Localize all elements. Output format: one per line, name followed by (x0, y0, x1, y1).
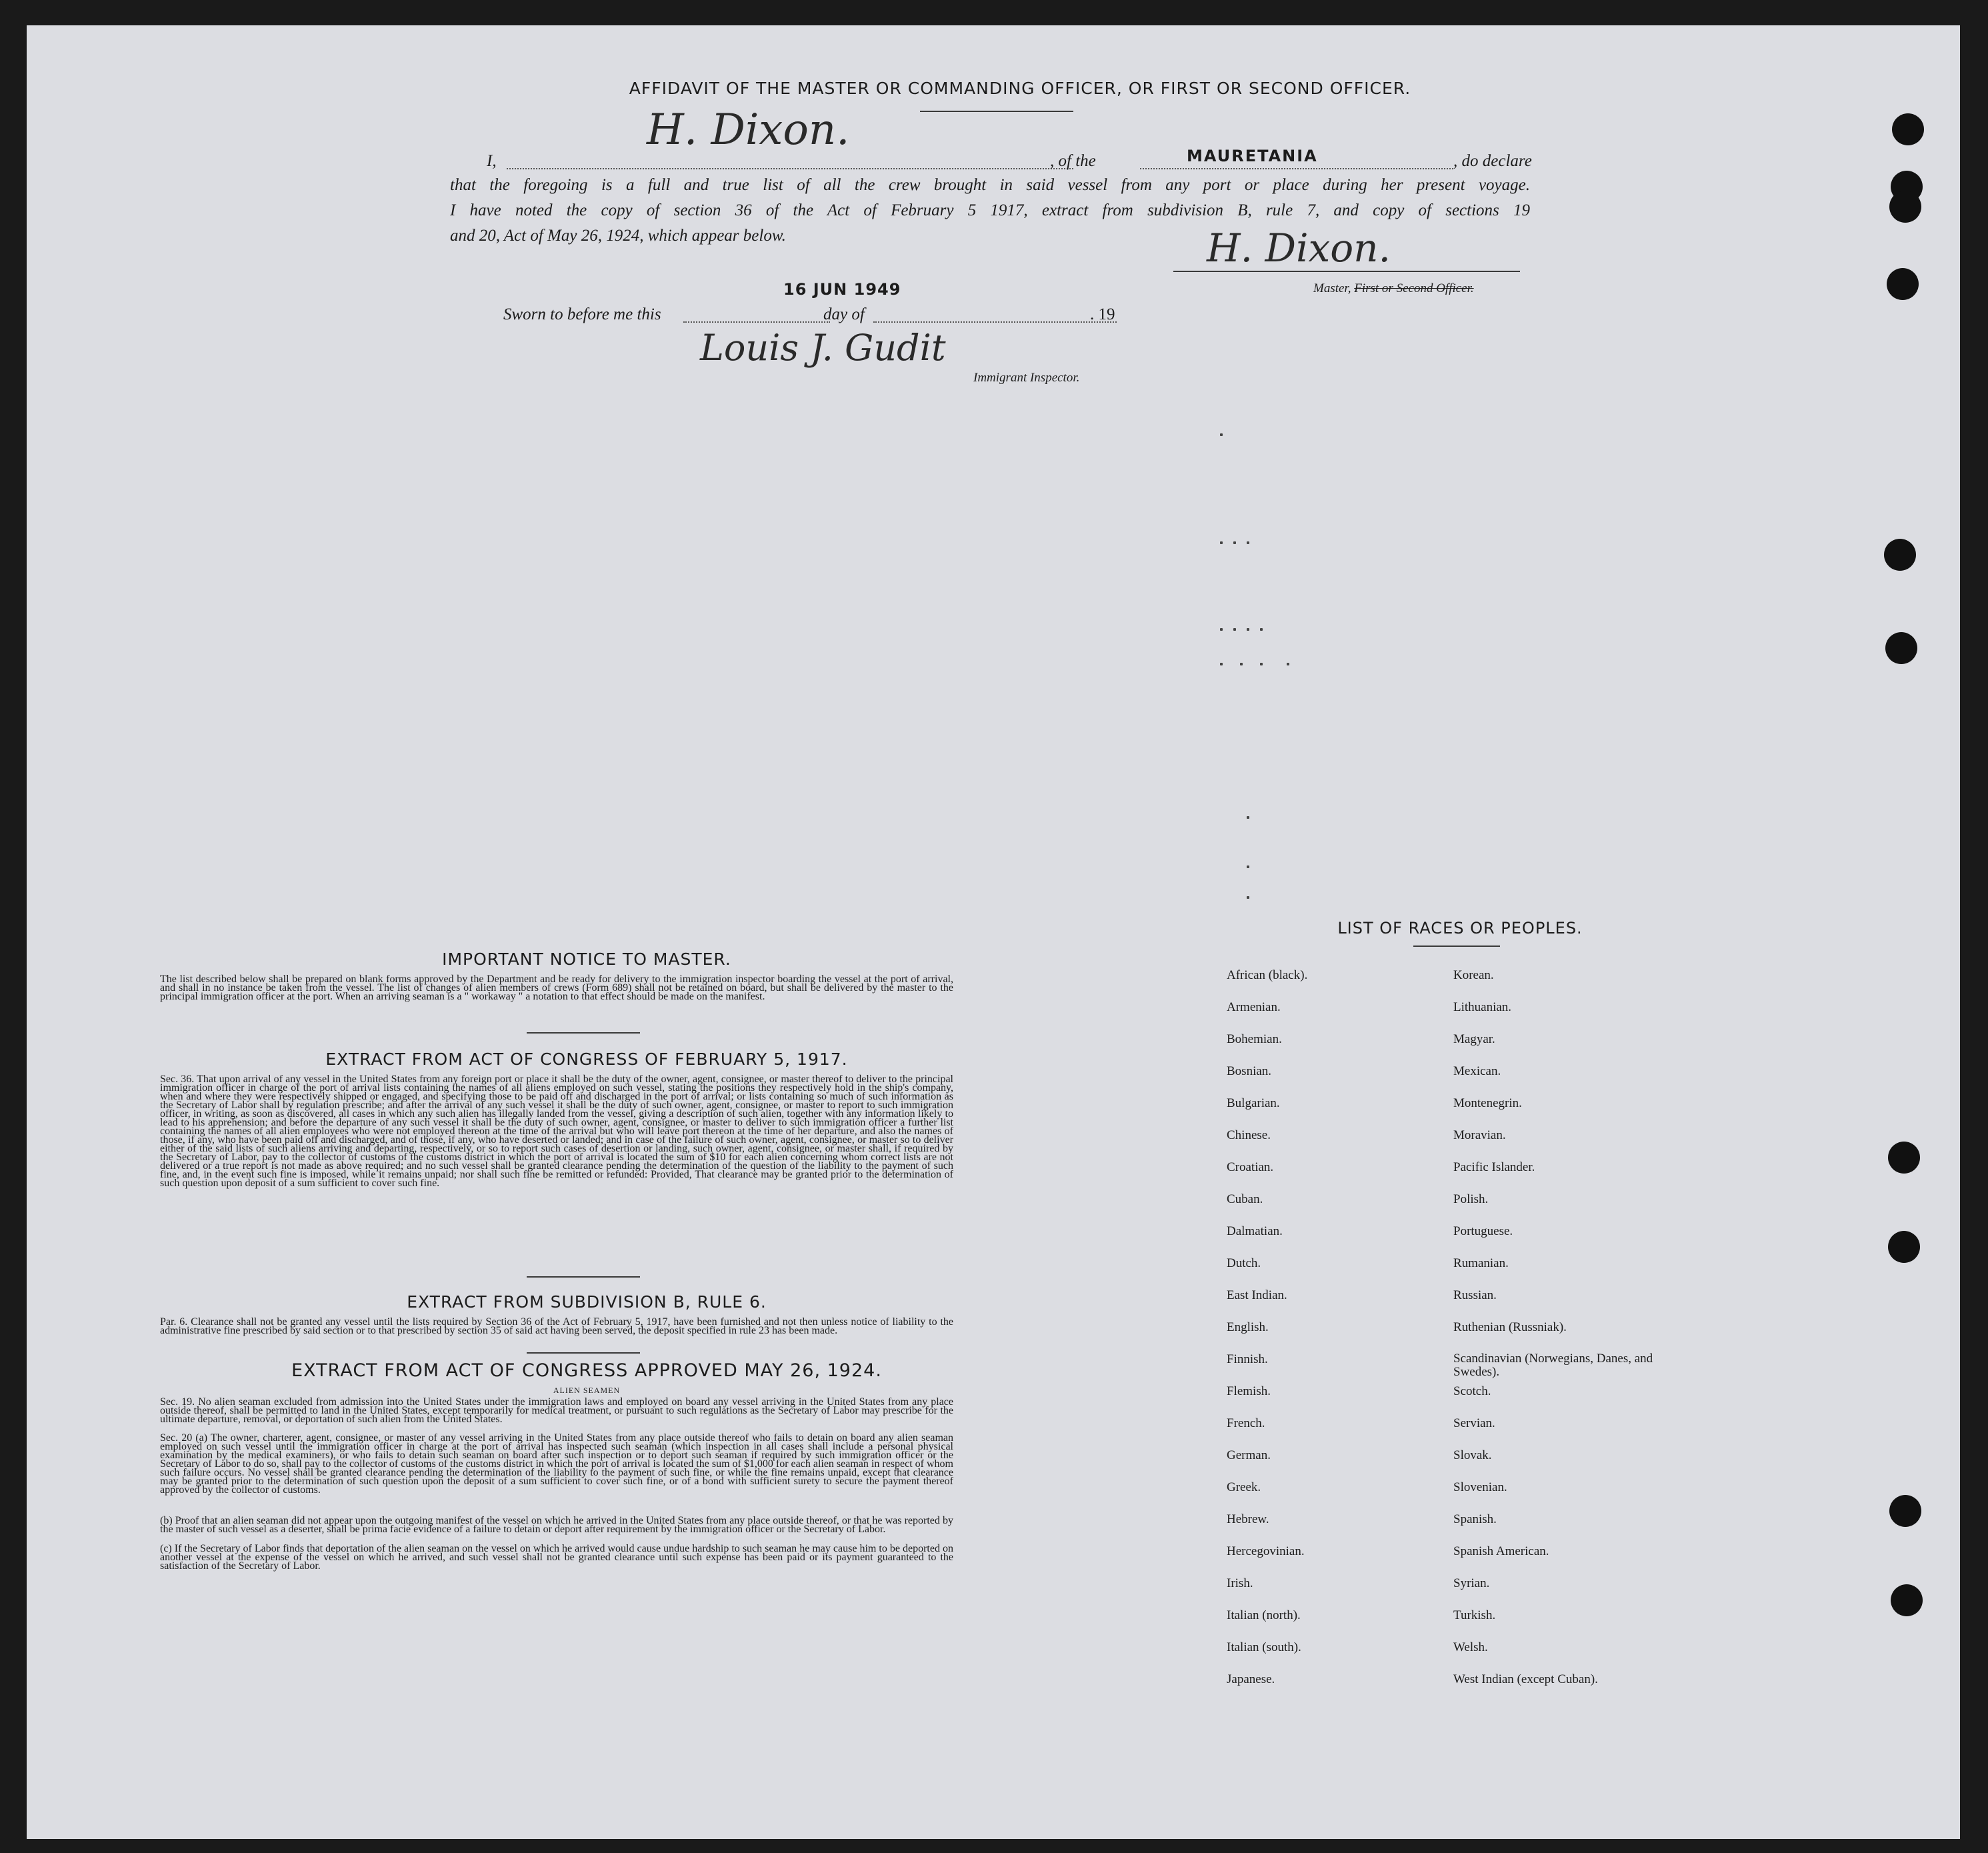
guide-dot (1247, 816, 1249, 819)
punch-hole (1888, 1142, 1920, 1174)
race-item: Ruthenian (Russniak). (1453, 1320, 1567, 1334)
line1-prefix: I, (487, 152, 497, 170)
day-of-label: day of (823, 305, 865, 323)
punch-hole (1885, 632, 1917, 664)
affidavit-line3: I have noted the copy of section 36 of the Act of February 5 1917, extract from subdivision B, rule 7, and copy of sections 19 (450, 201, 1530, 219)
extract-1924-title: EXTRACT FROM ACT OF CONGRESS APPROVED MAY 26, 1924. (291, 1360, 882, 1381)
punch-hole (1888, 1231, 1920, 1263)
rule6-title: EXTRACT FROM SUBDIVISION B, RULE 6. (407, 1292, 767, 1312)
guide-dot (1220, 628, 1223, 631)
master-label: Master, (1313, 281, 1351, 295)
alien-seamen-subtitle: ALIEN SEAMEN (553, 1386, 621, 1395)
race-item: Turkish. (1453, 1608, 1496, 1622)
race-item: Syrian. (1453, 1576, 1490, 1590)
extract-1924-sec20b: (b) Proof that an alien seaman did not appear upon the outgoing manifest of the vessel on which he arrived in the United States from any place outside thereof, or that he was reported by the master of such vessel as a deserter, shall be prima facie evidence of a failure to detain or deport after requirement by the immigration officer or the Secretary of Labor. (160, 1515, 953, 1535)
race-item: West Indian (except Cuban). (1453, 1672, 1598, 1686)
guide-dot (1233, 628, 1236, 631)
race-item: Portuguese. (1453, 1224, 1513, 1238)
race-item: German. (1227, 1448, 1271, 1462)
race-item: Russian. (1453, 1288, 1497, 1302)
race-item: Moravian. (1453, 1128, 1506, 1142)
race-item: Chinese. (1227, 1128, 1271, 1142)
document-page (27, 25, 1960, 1839)
date-stamp: 16 JUN 1949 (783, 280, 901, 299)
race-item: Montenegrin. (1453, 1096, 1522, 1110)
month-blank (873, 321, 1117, 323)
guide-dot (1220, 663, 1223, 665)
race-item: French. (1227, 1416, 1265, 1430)
race-item: Spanish American. (1453, 1544, 1549, 1558)
race-item: Lithuanian. (1453, 1000, 1512, 1014)
race-item: Hercegovinian. (1227, 1544, 1305, 1558)
notice-text: The list described below shall be prepared on blank forms approved by the Department and be ready for delivery to the immigration inspector boarding the vessel at the port of arrival, and shall in no instance be taken from the vessel. The list of changes of alien members of crews (Form 689) shall not be retained on board, but shall be delivered by the master to the principal immigration officer at the port. When an arriving seaman is a " workaway " a notation to that effect should be made on the manifest. (160, 974, 953, 1002)
guide-dot (1247, 628, 1249, 631)
master-signature-top: H. Dixon. (647, 105, 850, 155)
race-item: Spanish. (1453, 1512, 1497, 1526)
notice-title: IMPORTANT NOTICE TO MASTER. (442, 950, 731, 969)
punch-hole (1891, 1584, 1923, 1616)
guide-dot (1287, 663, 1289, 665)
race-item: Greek. (1227, 1480, 1261, 1494)
race-item: Japanese. (1227, 1672, 1275, 1686)
race-item: Korean. (1453, 968, 1494, 982)
rule6-divider (527, 1352, 640, 1354)
race-item: Pacific Islander. (1453, 1160, 1535, 1174)
notice-divider (527, 1032, 640, 1034)
race-item: Italian (north). (1227, 1608, 1301, 1622)
guide-dot (1240, 663, 1243, 665)
sworn-prefix: Sworn to before me this (503, 305, 661, 323)
punch-hole (1892, 113, 1924, 145)
extract-1924-sec20c: (c) If the Secretary of Labor finds that deportation of the alien seaman on the vessel on which he arrived would cause undue hardship to such seaman he may cause him to be deported on another vessel at the expense of the vessel on which he arrived, and such vessel shall not be granted clearance until such expense has been paid or its payment guaranteed to the satisfaction of the Secretary of Labor. (160, 1543, 953, 1572)
officer-label-struck: First or Second Officer. (1354, 281, 1474, 295)
punch-hole (1884, 539, 1916, 571)
race-item: Scandinavian (Norwegians, Danes, and Swedes). (1453, 1352, 1653, 1379)
extract-1917-divider (527, 1276, 640, 1278)
guide-dot (1247, 541, 1249, 544)
title-underline (920, 111, 1073, 112)
races-title: LIST OF RACES OR PEOPLES. (1337, 919, 1583, 938)
punch-hole (1889, 191, 1921, 223)
race-item: Flemish. (1227, 1384, 1271, 1398)
race-item: Bulgarian. (1227, 1096, 1280, 1110)
race-item: Dutch. (1227, 1256, 1261, 1270)
race-item: Finnish. (1227, 1352, 1268, 1366)
punch-hole (1887, 268, 1919, 300)
race-item: Hebrew. (1227, 1512, 1269, 1526)
rule6-text: Par. 6. Clearance shall not be granted any vessel until the lists required by Section 36 of the Act of February 5, 1917, have been furnished and not then unless notice of liability to the administrative fine prescribed by said section or to that prescribed by section 35 of said act having been served, the deposit specified in rule 23 has been made. (160, 1316, 953, 1336)
race-item: Cuban. (1227, 1192, 1263, 1206)
ship-blank (1140, 168, 1453, 169)
ship-name: MAURETANIA (1187, 147, 1318, 165)
race-item: Mexican. (1453, 1064, 1501, 1078)
affidavit-line4: and 20, Act of May 26, 1924, which appear below. (450, 227, 786, 245)
affidavit-line2: that the foregoing is a full and true list of all the crew brought in said vessel from any port or place during her present voyage. (450, 176, 1530, 194)
master-signature: H. Dixon. (1207, 225, 1391, 271)
guide-dot (1220, 433, 1223, 436)
guide-dot (1220, 541, 1223, 544)
race-item: Dalmatian. (1227, 1224, 1283, 1238)
line1-of-the: , of the (1050, 152, 1096, 170)
race-item: Italian (south). (1227, 1640, 1301, 1654)
race-item: Magyar. (1453, 1032, 1495, 1046)
race-item: Servian. (1453, 1416, 1495, 1430)
inspector-signature: Louis J. Gudit (700, 327, 946, 369)
inspector-label: Immigrant Inspector. (973, 371, 1080, 385)
guide-dot (1233, 541, 1236, 544)
race-item: Welsh. (1453, 1640, 1488, 1654)
guide-dot (1247, 865, 1249, 868)
race-item: English. (1227, 1320, 1269, 1334)
race-item: Rumanian. (1453, 1256, 1509, 1270)
master-label-group (1313, 281, 1474, 296)
race-item: Slovak. (1453, 1448, 1492, 1462)
extract-1917-title: EXTRACT FROM ACT OF CONGRESS OF FEBRUARY 5, 1917. (325, 1050, 848, 1069)
guide-dot (1260, 628, 1263, 631)
guide-dot (1247, 896, 1249, 899)
race-item: East Indian. (1227, 1288, 1287, 1302)
race-item: Slovenian. (1453, 1480, 1507, 1494)
guide-dot (1260, 663, 1263, 665)
race-item: African (black). (1227, 968, 1308, 982)
race-item: Bohemian. (1227, 1032, 1282, 1046)
line1-suffix: , do declare (1453, 152, 1532, 170)
affidavit-title: AFFIDAVIT OF THE MASTER OR COMMANDING OFFICER, OR FIRST OR SECOND OFFICER. (629, 79, 1411, 98)
year-prefix: . 19 (1090, 305, 1115, 323)
name-blank (507, 168, 1073, 169)
extract-1917-text: Sec. 36. That upon arrival of any vessel in the United States from any foreign port or place it shall be the duty of the owner, agent, consignee, or master thereof to deliver to the principal immigration officer in charge of the port of arrival lists containing the names of all aliens employed on such vessel, stating the positions they respectively hold in the ship's company, when and where they were respectively shipped or engaged, and specifying those to be paid off and discharged in the port of arrival; or lists containing so much of such information as the Secretary of Labor shall by regulation prescribe; and after the arrival of any such vessel it shall be the duty of such owner, agent, consignee, or master to report to such immigration officer, in writing, as soon as discovered, all cases in which any such alien has illegally landed from the vessel, giving a description of such alien, together with any information likely to lead to his apprehension; and before the departure of any such vessel it shall be the duty of such owner, agent, consignee, or master to deliver to such immigration officer a further list containing the names of all alien employees who were not employed thereon at the time of the arrival but who will leave port thereon at the time of her departure, and also the names of those, if any, who have been paid off and discharged, and of those, if any, who have deserted or landed; and in case of the failure of such owner, agent, consignee, or master so to deliver either of the said lists of such aliens arriving and departing, respectively, or so to report such cases of desertion or landing, such owner, agent, consignee, or master shall, if required by the Secretary of Labor, pay to the collector of customs of the customs district in which the port of arrival is located the sum of $10 for each alien concerning whom correct lists are not delivered or a true report is not made as above required; and no such vessel shall be granted clearance pending the determination of the question of the liability to the payment of such fine, and, in the event such fine is imposed, while it remains unpaid; nor shall such fine be remitted or refunded: Provided, That clearance may be granted prior to the determination of such question upon deposit of a sum sufficient to cover such fine. (160, 1074, 953, 1189)
race-item: Armenian. (1227, 1000, 1281, 1014)
extract-1924-sec19: Sec. 19. No alien seaman excluded from admission into the United States under the immigration laws and employed on board any vessel arriving in the United States from any place outside thereof, shall be permitted to land in the United States, except temporarily for medical treatment, or pursuant to such regulations as the Secretary of Labor may prescribe for the ultimate departure, removal, or deportation of such alien from the United States. (160, 1396, 953, 1425)
punch-hole (1889, 1495, 1921, 1527)
races-divider (1413, 946, 1500, 947)
extract-1924-sec20a: Sec. 20 (a) The owner, charterer, agent, consignee, or master of any vessel arriving in the United States from any place outside thereof who fails to detain on board any alien seaman employed on such vessel until the immigration officer in charge at the port of arrival has inspected such seaman (which inspection in all cases shall include a personal physical examination by the medical examiners), or who fails to detain such seaman on board after such inspection or to deport such seaman if required by such immigration officer or the Secretary of Labor to do so, shall pay to the collector of customs of the customs district in which the port of arrival is located the sum of $1,000 for each alien seaman in respect of whom such failure occurs. No vessel shall be granted clearance pending the determination of the liability to the payment of such fine, or while the fine remains unpaid, except that clearance may be granted prior to the determination of such question upon the deposit of a sum sufficient to cover such fine, or of a bond with sufficient surety to secure the payment thereof approved by the collector of customs. (160, 1432, 953, 1496)
race-item: Croatian. (1227, 1160, 1274, 1174)
race-item: Polish. (1453, 1192, 1489, 1206)
race-item: Scotch. (1453, 1384, 1491, 1398)
sworn-day-blank (683, 321, 830, 323)
master-sig-line (1173, 271, 1520, 272)
race-item: Irish. (1227, 1576, 1253, 1590)
race-item: Bosnian. (1227, 1064, 1272, 1078)
